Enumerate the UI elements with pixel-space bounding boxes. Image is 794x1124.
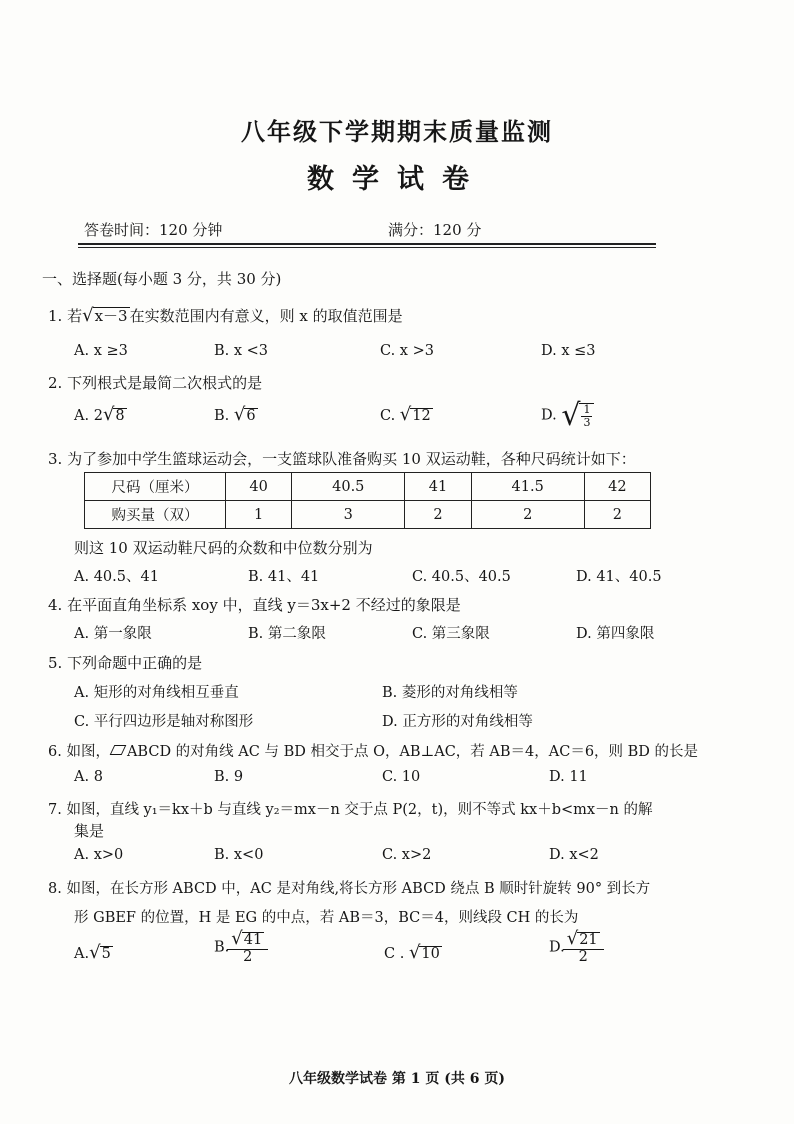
- question-7-line1: 7. 如图，直线 y₁＝kx＋b 与直线 y₂＝mx－n 交于点 P(2，t)，则不等式 kx＋b<mx－n 的解: [48, 802, 653, 818]
- q1-stem-post: 在实数范围内有意义，则 x 的取值范围是: [129, 307, 403, 325]
- q2-a-label: A.: [74, 408, 90, 424]
- question-2: 2. 下列根式是最简二次根式的是: [48, 374, 263, 392]
- question-8-line2: 形 GBEF 的位置，H 是 EG 的中点，若 AB＝3，BC＝4，则线段 CH 的长为: [74, 910, 579, 926]
- q8-d-denominator: 2: [563, 949, 604, 965]
- table-cell: 41: [405, 473, 471, 501]
- q4-option-a: A. 第一象限: [74, 626, 152, 642]
- q5-option-b: B. 菱形的对角线相等: [382, 685, 518, 701]
- q8-option-d: [549, 930, 602, 965]
- q8-c-radicand: 10: [421, 946, 440, 962]
- q5-option-c: C. 平行四边形是轴对称图形: [74, 714, 254, 730]
- table-cell: 3: [292, 501, 405, 529]
- q2-a-coef: 2: [93, 408, 103, 424]
- table-header-size: 尺码（厘米）: [85, 473, 226, 501]
- table-cell: 2: [405, 501, 471, 529]
- q6-option-b: B. 9: [214, 769, 244, 785]
- table-row: [85, 501, 651, 529]
- q6-option-a: A. 8: [74, 769, 103, 785]
- sqrt-sign: √: [566, 928, 579, 949]
- table-cell: 2: [584, 501, 650, 529]
- q8-b-denominator: 2: [227, 949, 268, 965]
- q7-option-b: B. x<0: [214, 847, 264, 863]
- parallelogram-icon: [110, 745, 127, 755]
- question-4: 4. 在平面直角坐标系 xoy 中，直线 y＝3x+2 不经过的象限是: [48, 596, 461, 614]
- q2-option-c: [380, 404, 433, 425]
- question-6: [48, 740, 698, 761]
- q7-option-a: A. x>0: [74, 847, 124, 863]
- table-cell: 1: [226, 501, 292, 529]
- q8-a-radicand: 5: [101, 946, 111, 962]
- q1-option-c: C. x >3: [380, 343, 434, 359]
- q2-option-b: [214, 404, 258, 425]
- question-5: 5. 下列命题中正确的是: [48, 654, 203, 672]
- q3-followup: 则这 10 双运动鞋尺码的众数和中位数分别为: [74, 539, 373, 557]
- page-footer: 八年级数学试卷 第 1 页 (共 6 页): [289, 1071, 505, 1087]
- q8-b-radicand: 41: [243, 932, 263, 948]
- q8-b-label: B.: [214, 939, 230, 956]
- exam-subtitle: 数学试卷: [307, 164, 487, 195]
- q7-option-d: D. x<2: [549, 847, 599, 863]
- q1-radicand: x－3: [94, 307, 128, 325]
- question-8-line1: 8. 如图，在长方形 ABCD 中，AC 是对角线,将长方形 ABCD 绕点 B 顺时针旋转 90° 到长方: [48, 881, 651, 897]
- table-cell: 40.5: [292, 473, 405, 501]
- q1-option-d: D. x ≤3: [541, 343, 596, 359]
- section-heading: 一、选择题(每小题 3 分，共 30 分): [42, 270, 282, 288]
- q3-option-c: C. 40.5、40.5: [412, 569, 511, 585]
- q2-c-radicand: 12: [412, 408, 431, 424]
- q3-option-d: D. 41、40.5: [576, 569, 662, 585]
- q2-b-label: B.: [214, 408, 230, 424]
- q1-option-b: B. x <3: [214, 343, 269, 359]
- q8-d-radicand: 21: [579, 932, 598, 948]
- q2-option-a: [74, 404, 127, 425]
- question-1: [48, 305, 403, 326]
- q5-option-a: A. 矩形的对角线相互垂直: [74, 685, 239, 701]
- time-label: 答卷时间：120 分钟: [84, 221, 223, 239]
- exam-title: 八年级下学期期末质量监测: [241, 117, 553, 146]
- sqrt-sign: √: [233, 404, 246, 425]
- q2-c-label: C.: [380, 408, 396, 424]
- q2-a-radicand: 8: [115, 408, 125, 424]
- header-rule: [78, 243, 656, 245]
- q8-d-label: D.: [549, 939, 565, 956]
- q3-option-b: B. 41、41: [248, 569, 320, 585]
- q8-c-label: C .: [384, 946, 405, 962]
- sqrt-sign: √: [231, 928, 243, 949]
- sqrt-sign: √: [89, 942, 101, 963]
- q6-stem-pre: 6. 如图，: [48, 744, 110, 760]
- q8-option-c: [384, 942, 442, 963]
- shoe-size-table: [84, 472, 651, 529]
- q6-option-d: D. 11: [549, 769, 588, 785]
- table-cell: 2: [471, 501, 584, 529]
- question-3: 3. 为了参加中学生篮球运动会，一支篮球队准备购买 10 双运动鞋，各种尺码统计如下：: [48, 450, 636, 468]
- header-rule-thin: [78, 247, 656, 248]
- q1-stem-pre: 1. 若: [48, 307, 83, 325]
- table-cell: 42: [584, 473, 650, 501]
- sqrt-sign: √: [399, 404, 412, 425]
- q4-option-d: D. 第四象限: [576, 626, 655, 642]
- q2-d-numerator: 1: [583, 402, 591, 416]
- q5-option-d: D. 正方形的对角线相等: [382, 714, 533, 730]
- sqrt-sign: √: [408, 942, 421, 963]
- q1-option-a: A. x ≥3: [74, 343, 128, 359]
- table-cell: 41.5: [471, 473, 584, 501]
- score-label: 满分：120 分: [388, 221, 482, 239]
- sqrt-sign: √: [102, 404, 115, 425]
- q2-b-radicand: 6: [246, 408, 256, 424]
- question-7-line2: 集是: [74, 822, 105, 840]
- sqrt-sign: √: [561, 398, 581, 433]
- q8-d-fraction: [565, 930, 602, 965]
- sqrt-sign: √: [82, 305, 94, 326]
- table-row: [85, 473, 651, 501]
- q4-option-c: C. 第三象限: [412, 626, 490, 642]
- q8-option-b: [214, 930, 266, 965]
- q3-option-a: A. 40.5、41: [74, 569, 159, 585]
- q4-option-b: B. 第二象限: [248, 626, 326, 642]
- table-header-quantity: 购买量（双）: [85, 501, 226, 529]
- q2-d-label: D.: [541, 407, 557, 424]
- q8-a-label: A.: [74, 946, 90, 962]
- q8-b-fraction: [229, 930, 266, 965]
- q8-option-a: [74, 942, 113, 963]
- q2-d-radicand: [579, 403, 594, 428]
- q6-stem-post: ABCD 的对角线 AC 与 BD 相交于点 O，AB⊥AC，若 AB＝4，AC＝6，则 BD 的长是: [126, 744, 699, 760]
- q7-option-c: C. x>2: [382, 847, 432, 863]
- table-cell: 40: [226, 473, 292, 501]
- q2-d-denominator: 3: [583, 415, 591, 429]
- q2-option-d: [541, 398, 594, 433]
- q6-option-c: C. 10: [382, 769, 421, 785]
